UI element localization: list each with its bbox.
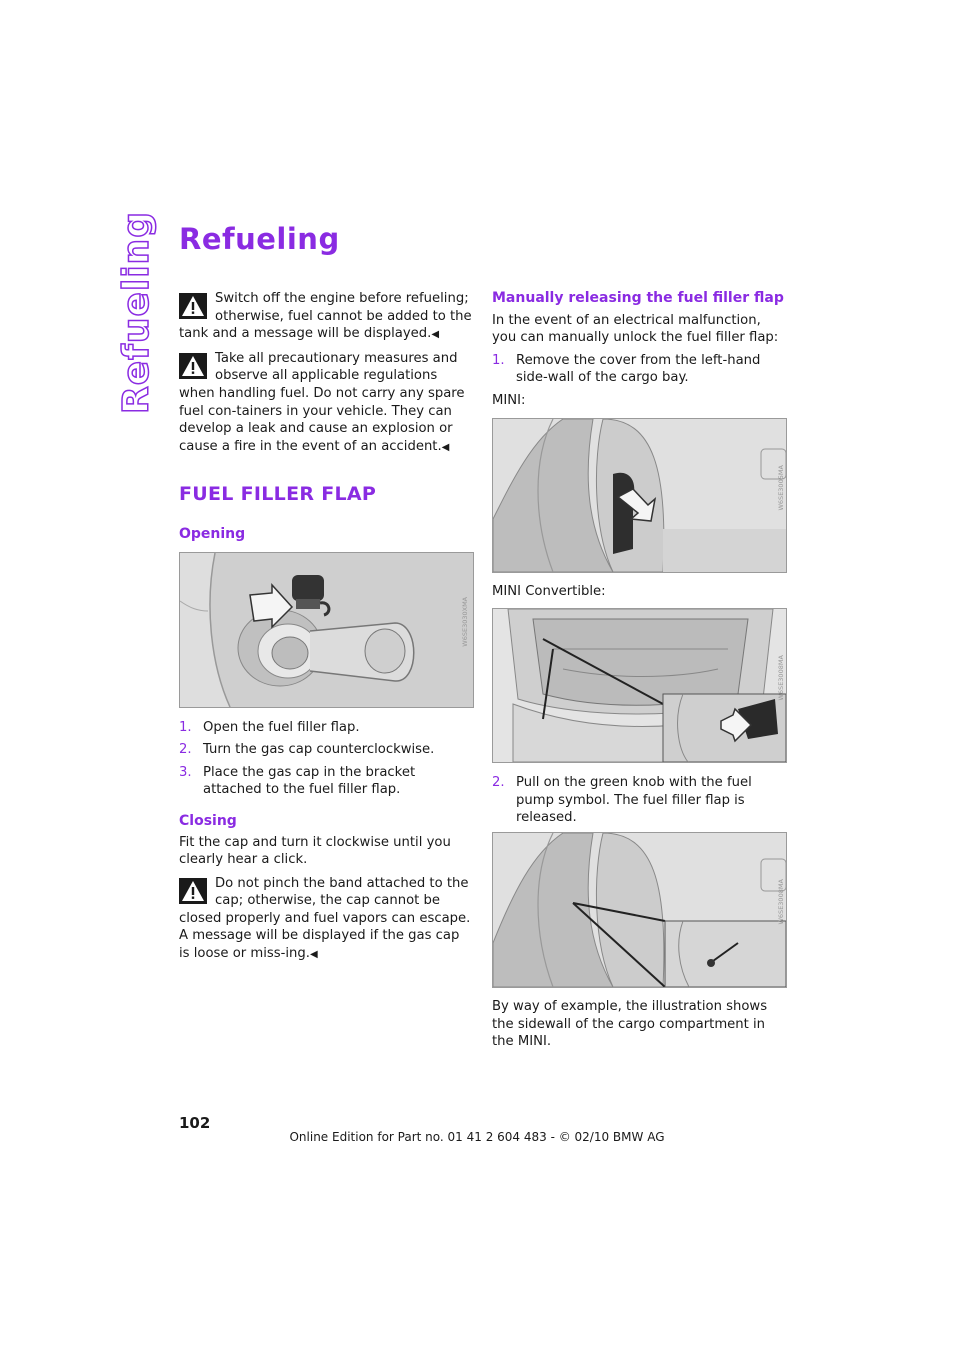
step-number: 2.	[179, 742, 192, 758]
closing-text: Fit the cap and turn it clockwise until you clearly hear a click.	[179, 834, 451, 868]
figure-code: W6SE3030XMA	[461, 596, 470, 647]
page-number: 102	[179, 1114, 211, 1132]
right-column	[492, 290, 787, 1051]
warning-handling-fuel	[179, 350, 474, 457]
figure-mini-cargo-bay	[492, 418, 787, 573]
figure-fuel-cap	[179, 552, 474, 708]
figure-code: W6SE3008MA	[776, 655, 785, 701]
end-mark-icon: ◀	[431, 329, 440, 341]
step-number: 1.	[492, 352, 505, 368]
section-title-fuel-filler-flap: FUEL FILLER FLAP	[179, 483, 377, 506]
warning-pinch-band	[179, 875, 474, 964]
step-text: Pull on the green knob with the fuel pump symbol. The fuel filler flap is released.	[516, 775, 752, 826]
list-item	[492, 352, 787, 387]
figure-code: W6SE3005MA	[776, 464, 785, 511]
page-title: Refueling	[179, 222, 340, 256]
figure-convertible-cargo	[492, 608, 787, 763]
figure-green-knob	[492, 832, 787, 988]
warning-text: Take all precautionary measures and observe all applicable regulations when handling fuel. Do not carry any spare fuel con-tainers in your vehicle. They can develop a leak and cause an explosion or cause a fire in the event of an accident.	[179, 350, 465, 454]
step-text: Open the fuel filler flap.	[203, 719, 360, 735]
warning-triangle-icon	[179, 353, 207, 379]
step-number: 1.	[179, 719, 192, 735]
release-step-1	[492, 352, 787, 387]
release-step-2	[492, 774, 787, 827]
fuel-cap-illustration	[180, 553, 473, 707]
warning-text: Switch off the engine before refueling; otherwise, fuel cannot be added to the tank and a message will be displayed.	[179, 291, 472, 342]
example-note: By way of example, the illustration shows the sidewall of the cargo compartment in the MINI.	[492, 998, 768, 1050]
side-tab	[115, 211, 157, 414]
list-item	[179, 719, 474, 737]
manual-release-intro: In the event of an electrical malfunction, you can manually unlock the fuel filler flap:	[492, 312, 779, 346]
convertible-cargo-illustration	[493, 609, 786, 762]
warning-engine-off	[179, 290, 474, 344]
side-tab-label: Refueling	[115, 211, 157, 414]
warning-triangle-icon	[179, 878, 207, 904]
subsection-title-opening: Opening	[179, 525, 246, 542]
step-text: Place the gas cap in the bracket attached to the fuel filler flap.	[203, 764, 416, 798]
list-item	[492, 774, 787, 827]
mini-cargo-illustration	[493, 419, 786, 572]
opening-steps	[179, 719, 474, 799]
warning-text: Do not pinch the band attached to the cap; otherwise, the cap cannot be closed properly and fuel vapors can escape. A message will be displayed if the gas cap is loose or miss-ing.	[179, 875, 471, 962]
convertible-label: MINI Convertible:	[492, 583, 606, 599]
step-text: Turn the gas cap counterclockwise.	[203, 742, 435, 758]
subsection-title-closing: Closing	[179, 812, 237, 829]
footer-edition: Online Edition for Part no. 01 41 2 604 483 - © 02/10 BMW AG	[289, 1130, 665, 1144]
list-item	[179, 764, 474, 799]
end-mark-icon: ◀	[441, 441, 450, 453]
end-mark-icon: ◀	[309, 949, 318, 961]
list-item	[179, 741, 474, 759]
left-column	[179, 290, 474, 968]
warning-triangle-icon	[179, 293, 207, 319]
figure-code: W6SE3008MA	[776, 879, 785, 925]
step-number: 3.	[179, 764, 192, 780]
step-number: 2.	[492, 775, 505, 791]
green-knob-illustration	[493, 833, 786, 987]
subsection-title-manual-release: Manually releasing the fuel filler flap	[492, 290, 784, 306]
mini-label: MINI:	[492, 392, 526, 408]
step-text: Remove the cover from the left-hand side-wall of the cargo bay.	[516, 352, 761, 386]
